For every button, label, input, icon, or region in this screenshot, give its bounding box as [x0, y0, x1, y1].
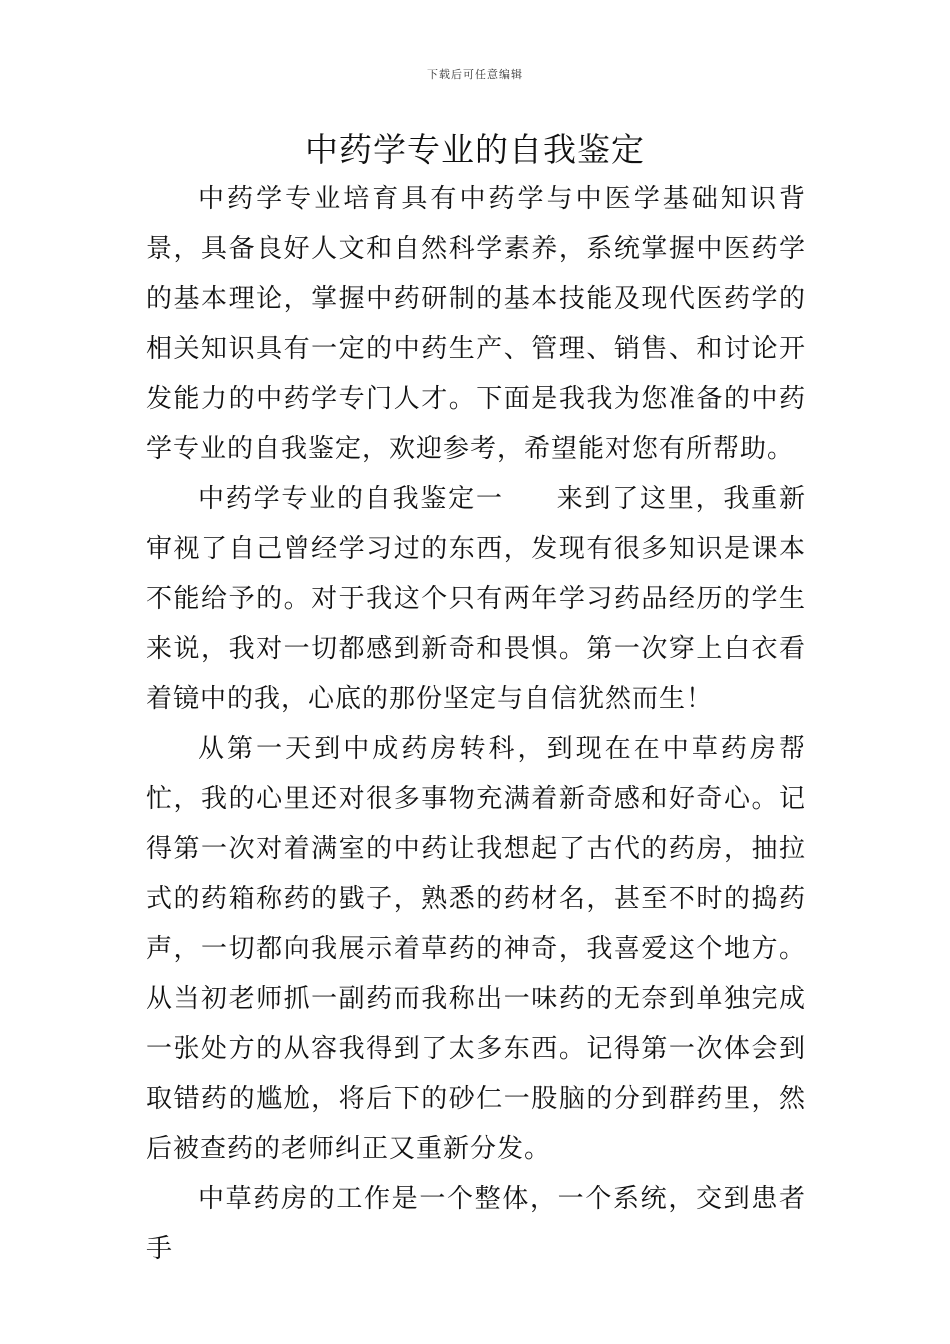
pharmacy-paragraph: 从第一天到中成药房转科，到现在在中草药房帮忙，我的心里还对很多事物充满着新奇感和好奇心。记得第一次对着满室的中药让我想起了古代的药房，抽拉式的药箱称药的戥子，熟悉的药材名，甚至不时的捣药声，一切都向我展示着草药的神奇，我喜爱这个地方。从当初老师抓一副药而我称出一味药的无奈到单独完成一张处方的从容我得到了太多东西。记得第一次体会到取错药的尴尬，将后下的砂仁一股脑的分到群药里，然后被查药的老师纠正又重新分发。 — [146, 734, 806, 1164]
intro-paragraph: 中药学专业培育具有中药学与中医学基础知识背景，具备良好人文和自然科学素养，系统掌握中医药学的基本理论，掌握中药研制的基本技能及现代医药学的相关知识具有一定的中药生产、管理、销售、和讨论开发能力的中药学专门人才。下面是我我为您准备的中药学专业的自我鉴定，欢迎参考，希望能对您有所帮助。 — [146, 184, 806, 464]
section-one-heading: 中药学专业的自我鉴定一 — [198, 484, 504, 514]
header-note: 下载后可任意编辑 — [427, 68, 523, 81]
document-body — [146, 174, 806, 1274]
document-title: 中药学专业的自我鉴定 — [305, 130, 645, 169]
closing-paragraph: 中草药房的工作是一个整体，一个系统，交到患者手 — [146, 1184, 806, 1264]
section-one-paragraph — [146, 474, 806, 724]
section-one-text: 来到了这里，我重新审视了自己曾经学习过的东西，发现有很多知识是课本不能给予的。对于我这个只有两年学习药品经历的学生来说，我对一切都感到新奇和畏惧。第一次穿上白衣看着镜中的我，心底的那份坚定与自信犹然而生！ — [146, 484, 806, 714]
